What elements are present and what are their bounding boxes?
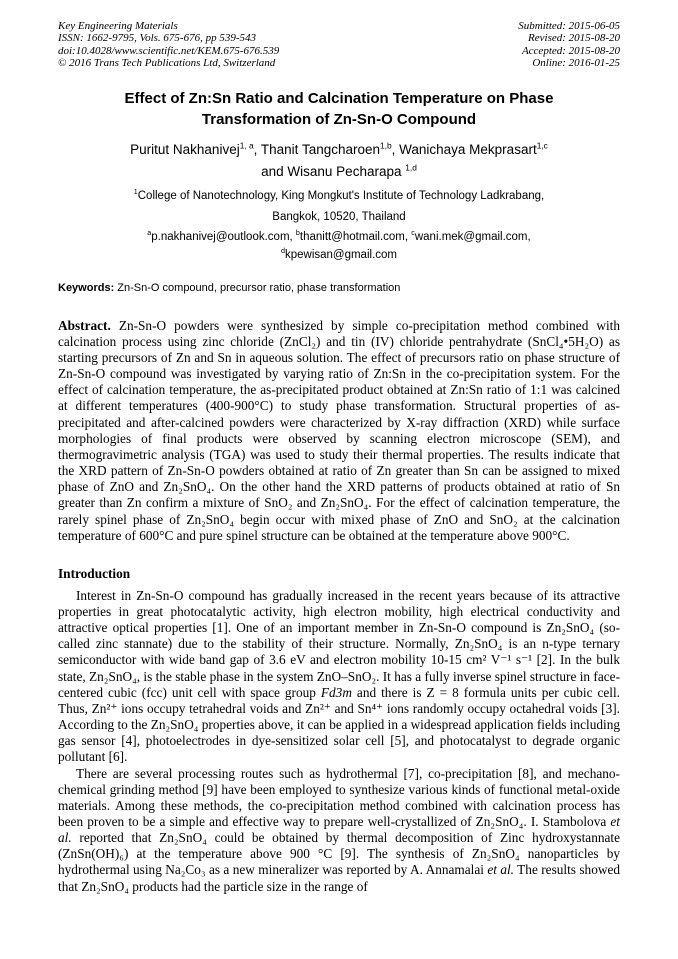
introduction-paragraph-1: Interest in Zn-Sn-O compound has gradually increased in the recent years because of its attractive properties in great photocatalytic activity, high electron mobility, high electrical conductivity and attractive optical properties [1]. One of an important member in Zn-Sn-O compound is Zn₂SnO₄ (so-called zinc stannate) due to the stability of their structure. Normally, Zn₂SnO₄ is an n-type ternary semiconductor with wide band gap of 3.6 eV and electron mobility 10-15 cm² V⁻¹ s⁻¹ [2]. In the bulk state, Zn₂SnO₄, is the stable phase in the system ZnO–SnO₂. It has a fully inverse spinel structure in face-centered cubic (fcc) unit cell with space group Fd3m and there is Z = 8 formula units per cubic cell. Thus, Zn²⁺ ions occupy tetrahedral voids and Zn²⁺ and Sn⁴⁺ ions randomly occupy octahedral voids [3]. According to the Zn₂SnO₄ properties above, it can be applied in a widespread application fields including gas sensor [4], photoelectrodes in dye-sensitized solar cell [5], and photocatalyst to degrade organic pollutant [6]. (58, 587, 620, 765)
introduction-heading: Introduction (58, 565, 131, 581)
email-line-2: $^d$kpewisan@gmail.com (281, 247, 397, 262)
author-emails (58, 228, 620, 265)
abstract-paragraph: Abstract. Zn-Sn-O powders were synthesized by simple co-precipitation method combined with calcination process using zinc chloride (ZnCl₂) and tin (IV) chloride pentrahydrate (SnCl₄•5H₂O) as starting precursors of Zn and Sn in aqueous solution. The effect of precursors ratio on phase structure of Zn-Sn-O compound was investigated by varying ratio of Zn:Sn in the co-precipitation system. For the effect of calcination temperature, the as-precipitated product obtained at Zn:Sn ratio of 1:1 was calcined at different temperatures (400-900°C) to study phase transformation. Structural properties of as-precipitated and after-calcined powders were characterized by X-ray diffraction (XRD) while surface morphologies of final products were observed by scanning electron microscope (SEM), and thermogravimetric analysis (TGA) was used to study their thermal properties. The results indicate that the XRD pattern of Zn-Sn-O powders obtained at ratio of Zn greater than Sn can be assigned to mixed phase of ZnO and Zn₂SnO₄. On the other hand the XRD patterns of products obtained at ratio of Sn greater than Zn confirm a mixture of SnO₂ and Zn₂SnO₄. For the effect of calcination temperature, the rarely spinel phase of Zn₂SnO₄ begin occur with mixed phase of ZnO and SnO₂ at the calcination temperature of 600°C and pure spinel structure can be obtained at the temperature above 900°C. (58, 317, 620, 543)
introduction-paragraph-2: There are several processing routes such as hydrothermal [7], co-precipitation [8], and mechano-chemical grinding method [9] have been employed to synthesize various kinds of functional metal-oxide materials. Among these methods, the co-precipitation method combined with calcination process has been proven to be a simple and effective way to prepare well-crystallized of Zn₂SnO₄. I. Stambolova et al. reported that Zn₂SnO₄ could be obtained by thermal decomposition of Zinc hydroxystannate (ZnSn(OH)₆) at the temperature above 900 °C [9]. The synthesis of Zn₂SnO₄ nanoparticles by hydrothermal using Na₂Co₃ as a new mineralizer was reported by A. Annamalai et al. The results showed that Zn₂SnO₄ products had the particle size in the range of (58, 765, 621, 894)
submission-dates (518, 20, 620, 70)
affiliation (58, 186, 620, 228)
author-list (58, 139, 620, 183)
accepted-date: Accepted: 2015-08-20 (521, 44, 620, 57)
journal-name: Key Engineering Materials (58, 20, 178, 32)
keywords-line: Keywords: Zn-Sn-O compound, precursor ratio, phase transformation (58, 281, 401, 294)
submitted-date: Submitted: 2015-06-05 (518, 20, 620, 32)
affiliation-line-1: $^1$College of Nanotechnology, King Mongkut's Institute of Technology Ladkrabang, (133, 187, 545, 202)
email-line-1: $^a$p.nakhanivej@outlook.com, $^b$thanitt@hotmail.com, $^c$wani.mek@gmail.com, (147, 228, 531, 243)
online-date: Online: 2016-01-25 (532, 57, 620, 70)
author-line-2: and Wisanu Pecharapa $^{1,d}$ (261, 162, 417, 179)
revised-date: Revised: 2015-08-20 (528, 32, 620, 45)
journal-header (58, 20, 620, 70)
journal-doi: doi:10.4028/www.scientific.net/KEM.675-676.539 (58, 44, 280, 57)
journal-issn-volume: ISSN: 1662-9795, Vols. 675-676, pp 539-543 (58, 32, 256, 45)
author-line-1: Puritut Nakhanivej$^{1, a}$, Thanit Tangcharoen$^{1,b}$, Wanichaya Mekprasart$^{1,c}$ (130, 140, 548, 157)
journal-copyright: © 2016 Trans Tech Publications Ltd, Switzerland (58, 57, 276, 70)
affiliation-line-2: Bangkok, 10520, Thailand (272, 210, 406, 223)
paper-title: Effect of Zn:Sn Ratio and Calcination Temperature on Phase Transformation of Zn-Sn-O Compound (124, 89, 554, 128)
journal-info (58, 20, 279, 70)
